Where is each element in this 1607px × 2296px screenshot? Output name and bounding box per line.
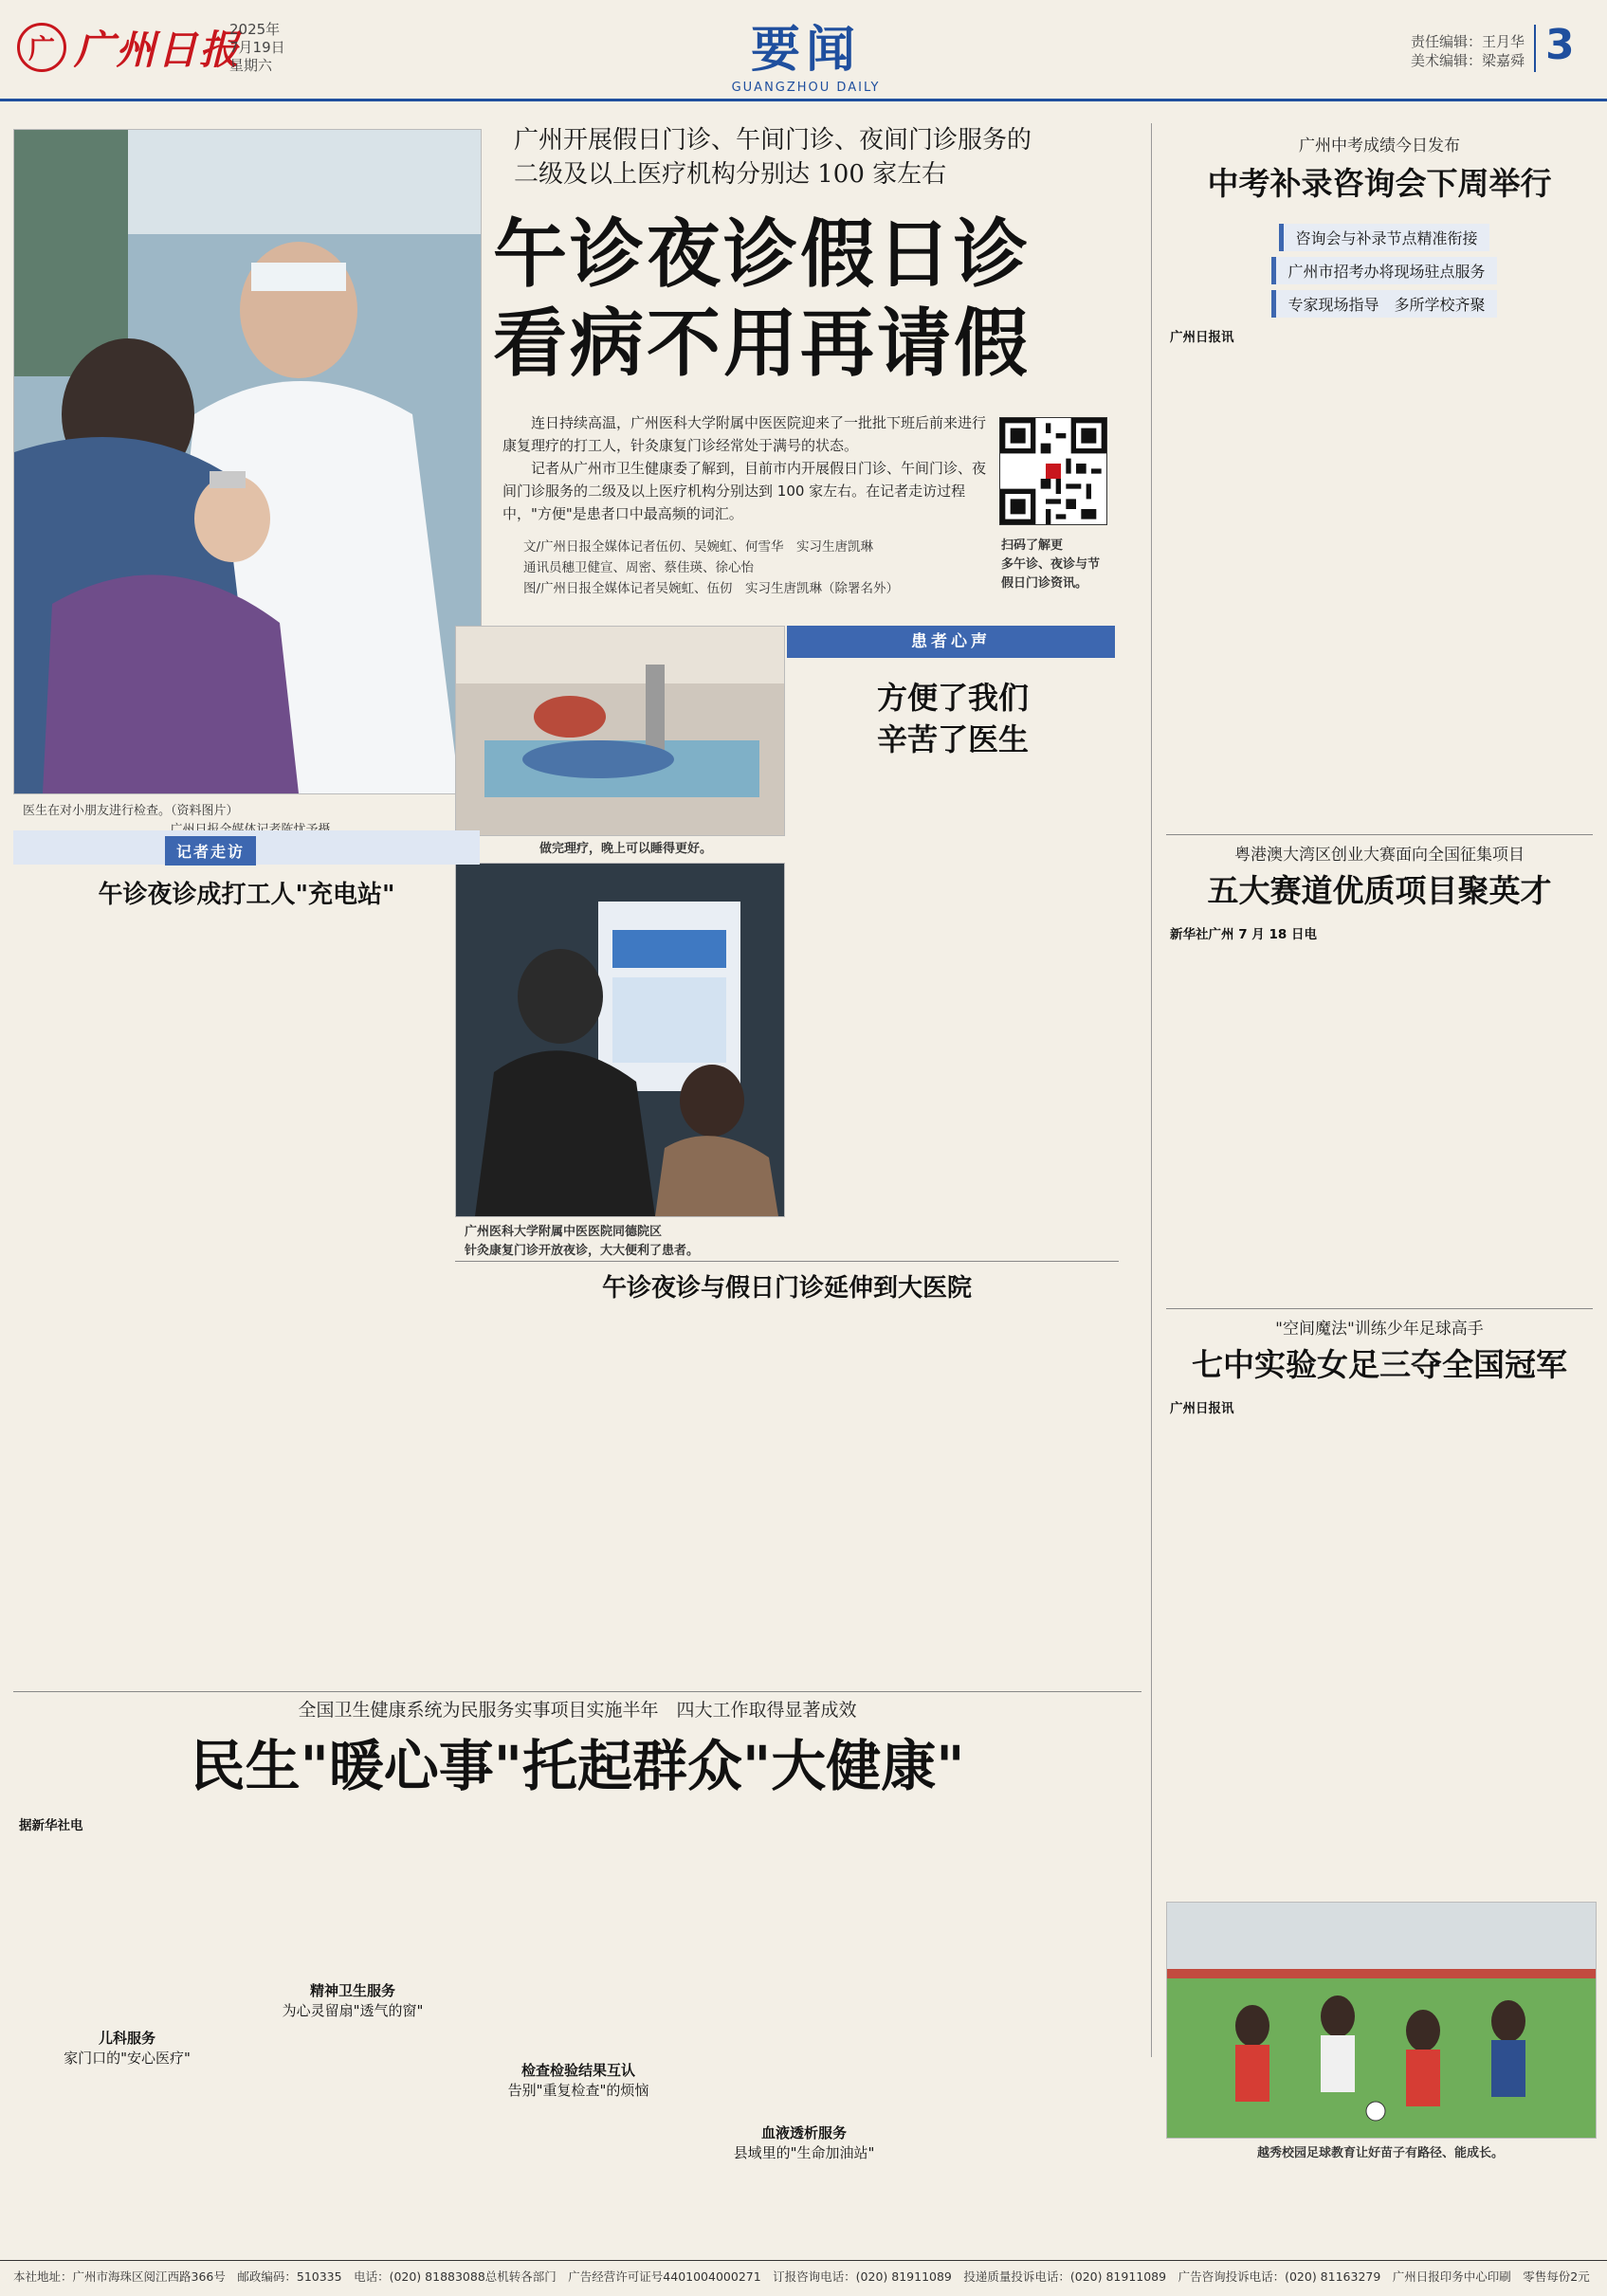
health-headline: 民生"暖心事"托起群众"大健康": [190, 1734, 965, 1798]
photo-girls-football: [1166, 1902, 1597, 2139]
section-title: 要闻: [750, 21, 861, 79]
football-dateline: [1170, 1399, 1379, 1419]
photo1-caption-text: 医生在对小朋友进行检查。（资料图片）: [23, 804, 239, 818]
patient-voice-headline-line1: 方便了我们: [876, 680, 1029, 716]
reporter-visit-headline: 午诊夜诊成打工人"充电站": [98, 881, 395, 909]
paper-name: 广州日报: [74, 27, 242, 73]
health-subhead-mental-sub: 为心灵留扇"透气的窗": [282, 2002, 424, 2019]
zhongkao-kicker: 广州中考成绩今日发布: [1299, 137, 1460, 155]
qr-code[interactable]: [999, 417, 1107, 525]
football-photo-caption: 越秀校园足球教育让好苗子有路径、能成长。: [1256, 2146, 1504, 2160]
photo-girls-football-image: [1167, 1903, 1596, 2138]
photo-physiotherapy-image: [456, 627, 784, 835]
lead-intro-paragraph1: 连日持续高温，广州医科大学附属中医医院迎来了一批批下班后前来进行康复理疗的打工人，针灸康复门诊经常处于满号的状态。: [502, 414, 987, 454]
masthead-logo: [17, 19, 241, 76]
qr-caption-line2: 多午诊、夜诊与节: [1001, 557, 1101, 572]
photo-doctor-examining-child-image: [14, 130, 481, 793]
photo3-caption-line2: 针灸康复门诊开放夜诊，大大便利了患者。: [465, 1244, 700, 1258]
health-subhead-pediatrics: [19, 2029, 235, 2068]
football-top-rule: [1166, 1308, 1593, 1309]
health-kicker: 全国卫生健康系统为民服务实事项目实施半年 四大工作取得显著成效: [298, 1700, 857, 1721]
lead-credit-correspondents: 通讯员穗卫健宣、周密、蔡佳瑛、徐心怡: [523, 560, 754, 575]
photo3-caption: [465, 1223, 787, 1261]
lead-headline: [493, 210, 1157, 389]
zhongkao-bullets: [1233, 224, 1536, 323]
startup-dateline-text: 新华社广州 7 月 18 日电: [1170, 927, 1317, 942]
photo3-caption-line1: 广州医科大学附属中医医院同德院区: [465, 1225, 663, 1239]
lead-credit-writers: 文/广州日报全媒体记者伍仞、吴婉虹、何雪华 实习生唐凯琳: [523, 539, 874, 555]
photo2-caption: 做完理疗，晚上可以睡得更好。: [539, 842, 712, 856]
zhongkao-dateline-text: 广州日报讯: [1170, 330, 1234, 345]
football-dateline-text: 广州日报讯: [1170, 1401, 1234, 1416]
zhongkao-bullet-3: 专家现场指导 多所学校齐聚: [1271, 290, 1496, 318]
editor-credits: [1327, 32, 1525, 70]
health-dateline-text: 据新华社电: [19, 1818, 83, 1833]
issue-weekday: 星期六: [229, 57, 273, 74]
patient-voice-label-bar: [787, 626, 1115, 658]
footer-rule: [0, 2260, 1607, 2261]
page-number: 3: [1545, 21, 1575, 69]
health-subhead-mutual-recognition-sub: 告别"重复检查"的烦恼: [507, 2082, 649, 2099]
section-subtitle: GUANGZHOU DAILY: [731, 81, 881, 95]
photo-night-clinic: [455, 863, 785, 1217]
startup-headline: 五大赛道优质项目聚英才: [1207, 872, 1552, 909]
health-subhead-pediatrics-title: 儿科服务: [98, 2030, 155, 2047]
startup-kicker: 粤港澳大湾区创业大赛面向全国征集项目: [1234, 846, 1525, 865]
lead-deck-line2: 二级及以上医疗机构分别达 100 家左右: [514, 160, 947, 189]
health-subhead-mutual-recognition: [470, 2061, 686, 2101]
patient-voice-label: 患者心声: [911, 632, 991, 651]
health-subhead-mental-title: 精神卫生服务: [309, 1982, 395, 1999]
lead-intro-paragraph2: 记者从广州市卫生健康委了解到，目前市内开展假日门诊、午间门诊、夜间门诊服务的二级及以上医疗机构分别达到 100 家左右。在记者走访过程中，"方便"是患者口中最高频的词汇。: [502, 460, 987, 522]
health-subhead-pediatrics-sub: 家门口的"安心医疗": [64, 2050, 191, 2067]
photo-doctor-examining-child: [13, 129, 482, 794]
reporter-visit-label-bar: [13, 830, 480, 865]
lead-intro: [502, 411, 986, 525]
lead-deck: [514, 123, 1140, 191]
zhongkao-bullet-2: 广州市招考办将现场驻点服务: [1271, 257, 1496, 284]
health-subhead-dialysis-sub: 县域里的"生命加油站": [733, 2144, 875, 2161]
photo-night-clinic-image: [456, 864, 784, 1216]
health-subhead-dialysis: [696, 2123, 912, 2163]
right-column-divider: [1151, 123, 1152, 2057]
startup-top-rule: [1166, 834, 1593, 835]
reporter-visit-label: 记者走访: [165, 836, 256, 866]
patient-voice-headline: [825, 677, 1081, 760]
page-number-divider: [1534, 25, 1536, 72]
zhongkao-dateline: [1170, 328, 1369, 348]
zhongkao-headline: 中考补录咨询会下周举行: [1207, 165, 1552, 202]
issue-day: 7月19日: [229, 39, 285, 56]
qr-caption-line3: 假日门诊资讯。: [1001, 576, 1088, 591]
issue-year: 2025年: [229, 21, 281, 38]
health-subhead-mental: [245, 1981, 461, 2021]
qr-code-pattern: [1000, 418, 1106, 524]
health-dateline: [19, 1816, 235, 1836]
masthead-rule: [0, 99, 1607, 101]
patient-voice-headline-line2: 辛苦了医生: [876, 721, 1029, 757]
football-headline: 七中实验女足三夺全国冠军: [1192, 1346, 1567, 1383]
qr-caption-line1: 扫码了解更: [1001, 538, 1064, 553]
football-kicker: "空间魔法"训练少年足球高手: [1275, 1320, 1484, 1339]
lead-headline-line1: 午诊夜诊假日诊: [493, 211, 1032, 298]
startup-dateline: [1170, 925, 1379, 945]
lead-deck-line1: 广州开展假日门诊、午间门诊、夜间门诊服务的: [514, 126, 1032, 155]
extension-top-rule: [455, 1261, 1119, 1262]
footer-info: 本社地址：广州市海珠区阅江西路366号 邮政编码：510335 电话：(020) 81883088总机转各部门 广告经营许可证号4401004000271 订报咨询电话：(020) 81911089 投递质量投诉电话：(020) 81911089 广告咨询投诉电话：(020) 81163279 广州日报印务中心印刷 零售每份2元: [13, 2269, 1590, 2284]
section-header: [664, 9, 948, 95]
photo-physiotherapy: [455, 626, 785, 836]
qr-caption: [1001, 537, 1115, 593]
health-subhead-dialysis-title: 血液透析服务: [760, 2124, 847, 2141]
zhongkao-bullet-1: 咨询会与补录节点精准衔接: [1279, 224, 1488, 251]
lead-credits: [523, 537, 997, 599]
lead-credit-photographers: 图/广州日报全媒体记者吴婉虹、伍仞 实习生唐凯琳（除署名外）: [523, 581, 900, 596]
editor-name: 责任编辑：王月华: [1410, 33, 1525, 50]
art-editor-name: 美术编辑：梁嘉舜: [1410, 52, 1525, 69]
logo-emblem: 广: [17, 23, 66, 72]
health-subhead-mutual-recognition-title: 检查检验结果互认: [520, 2062, 635, 2079]
health-top-rule: [13, 1691, 1141, 1692]
extension-headline: 午诊夜诊与假日门诊延伸到大医院: [601, 1274, 972, 1303]
issue-date: [229, 21, 285, 75]
lead-headline-line2: 看病不用再请假: [493, 301, 1032, 387]
